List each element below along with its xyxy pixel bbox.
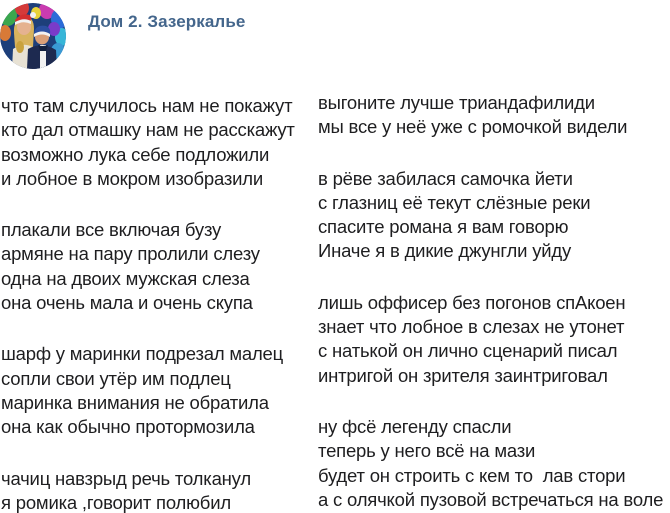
poem-line: возможно лука себе подложили (1, 143, 270, 165)
poem-stanza (1, 94, 316, 191)
poem-stanza (1, 218, 316, 315)
poem-line: выгоните лучше триандафилиди (318, 92, 595, 113)
poem-column-left (1, 94, 316, 513)
post-header (0, 0, 670, 72)
poem-stanza (318, 291, 670, 388)
poem-line: знает что лобное в слезах не утонет (318, 316, 625, 338)
poem-line: кто дал отмашку нам не расскажут (1, 119, 295, 141)
poem-stanza (1, 467, 316, 513)
community-avatar[interactable] (0, 3, 66, 69)
poem-line: армяне на пару пролили слезу (1, 243, 260, 265)
poem-line: она очень мала и очень скупа (1, 292, 253, 314)
poem-line: сопли свои утёр им подлец (1, 367, 231, 389)
poem-line: с глазниц её текут слёзные реки (318, 191, 591, 213)
poem-stanza (318, 91, 670, 140)
poem-line: шарф у маринки подрезал малец (1, 343, 284, 365)
poem-line: с натькой он лично сценарий писал (318, 340, 618, 362)
poem-line: что там случилось нам не покажут (1, 95, 293, 116)
poem-line: одна на двоих мужская слеза (1, 267, 250, 289)
poem-line: ну фсё легенду спасли (318, 415, 512, 437)
poem-stanza (318, 415, 670, 512)
poem-line: лишь оффисер без погонов спАкоен (318, 291, 626, 313)
poem-line: спасите романа я вам говорю (318, 216, 569, 238)
community-name-link[interactable]: Дом 2. Зазеркалье (88, 12, 246, 31)
poem-line: чачиц навзрыд речь толканул (1, 467, 251, 489)
poem-line: плакали все включая бузу (1, 219, 222, 241)
poem-column-right (318, 91, 670, 512)
poem-line: маринка внимания не обратила (1, 391, 269, 413)
poem-line: будет он строить с кем то лав стори (318, 464, 626, 486)
poem-line: Иначе я в дикие джунгли уйду (318, 240, 572, 262)
festive-couple-photo-icon (0, 3, 66, 69)
poem-stanza (318, 167, 670, 264)
poem-line: в рёве забилася самочка йети (318, 167, 573, 189)
poem-line: и лобное в мокром изобразили (1, 167, 264, 189)
poem-line: интригой он зрителя заинтриговал (318, 364, 608, 386)
poem-line: мы все у неё уже с ромочкой видели (318, 116, 628, 138)
poem-line: я ромика ,говорит полюбил (1, 491, 231, 513)
poem-line: а с олячкой пузовой встречаться на воле (318, 488, 664, 510)
poem-line: она как обычно протормозила (1, 416, 255, 438)
poem-stanza (1, 342, 316, 439)
poem-line: теперь у него всё на мази (318, 440, 536, 462)
